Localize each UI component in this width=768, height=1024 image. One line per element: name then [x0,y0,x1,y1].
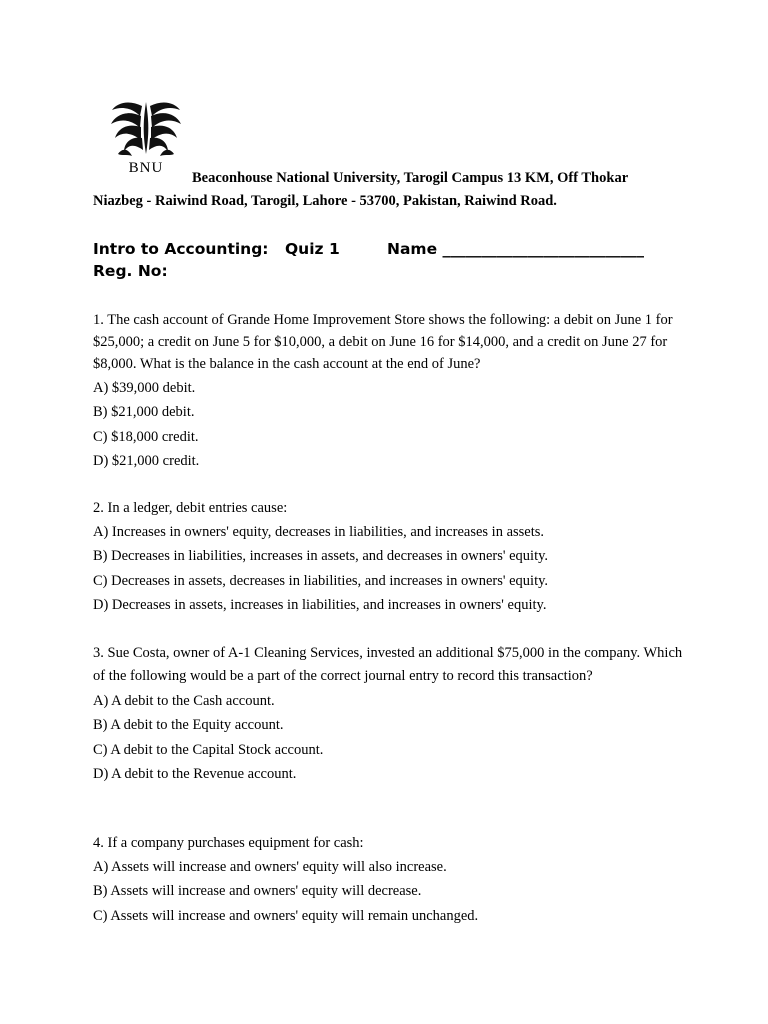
question-stem: 3. Sue Costa, owner of A-1 Cleaning Services, invested an additional $75,000 in the company. Which of the following would be a part of the correct journal entry to record this transaction? [93,645,683,684]
answer-option: D) $21,000 credit. [93,452,200,469]
logo-emblem-icon [106,96,186,162]
answer-option: A) $39,000 debit. [93,380,196,396]
university-logo [106,96,186,184]
answer-option: D) Decreases in assets, increases in liabilities, and increases in owners' equity. [93,596,547,613]
course-title: Intro to Accounting: [93,240,269,258]
question-3 [93,642,683,786]
answer-option: B) Assets will increase and owners' equity will decrease. [93,883,422,900]
university-address-line1: Beaconhouse National University, Tarogil Campus 13 KM, Off Thokar [192,170,629,186]
question-stem: 4. If a company purchases equipment for cash: [93,835,364,851]
question-stem: 1. The cash account of Grande Home Improvement Store shows the following: a debit on June 1 for $25,000; a credit on June 5 for $10,000, a debit on June 16 for $14,000, and a credit on June 27 for $8,000. What is the balance in the cash account at the end of June? [93,312,673,372]
answer-option: C) Assets will increase and owners' equity will remain unchanged. [93,907,479,924]
question-2 [93,497,683,617]
answer-option: B) Decreases in liabilities, increases in assets, and decreases in owners' equity. [93,548,549,565]
answer-option: C) $18,000 credit. [93,428,199,445]
answer-option: A) A debit to the Cash account. [93,693,275,709]
logo-text: BNU [128,160,164,176]
reg-no-label: Reg. No: [93,262,168,280]
name-field-label: Name __________________________ [387,240,644,258]
question-1 [93,309,683,473]
quiz-header [93,240,644,258]
answer-option: A) Assets will increase and owners' equity will also increase. [93,859,447,875]
answer-option: D) A debit to the Revenue account. [93,765,297,782]
answer-option: B) $21,000 debit. [93,404,195,421]
quiz-title: Quiz 1 [285,240,340,258]
answer-option: C) Decreases in assets, decreases in liabilities, and increases in owners' equity. [93,572,549,589]
answer-option: A) Increases in owners' equity, decreases in liabilities, and increases in assets. [93,524,545,540]
answer-option: C) A debit to the Capital Stock account. [93,741,324,758]
question-stem: 2. In a ledger, debit entries cause: [93,500,288,516]
university-address-line2: Niazbeg - Raiwind Road, Tarogil, Lahore - 53700, Pakistan, Raiwind Road. [93,193,557,209]
answer-option: B) A debit to the Equity account. [93,717,284,734]
question-4 [93,832,683,928]
